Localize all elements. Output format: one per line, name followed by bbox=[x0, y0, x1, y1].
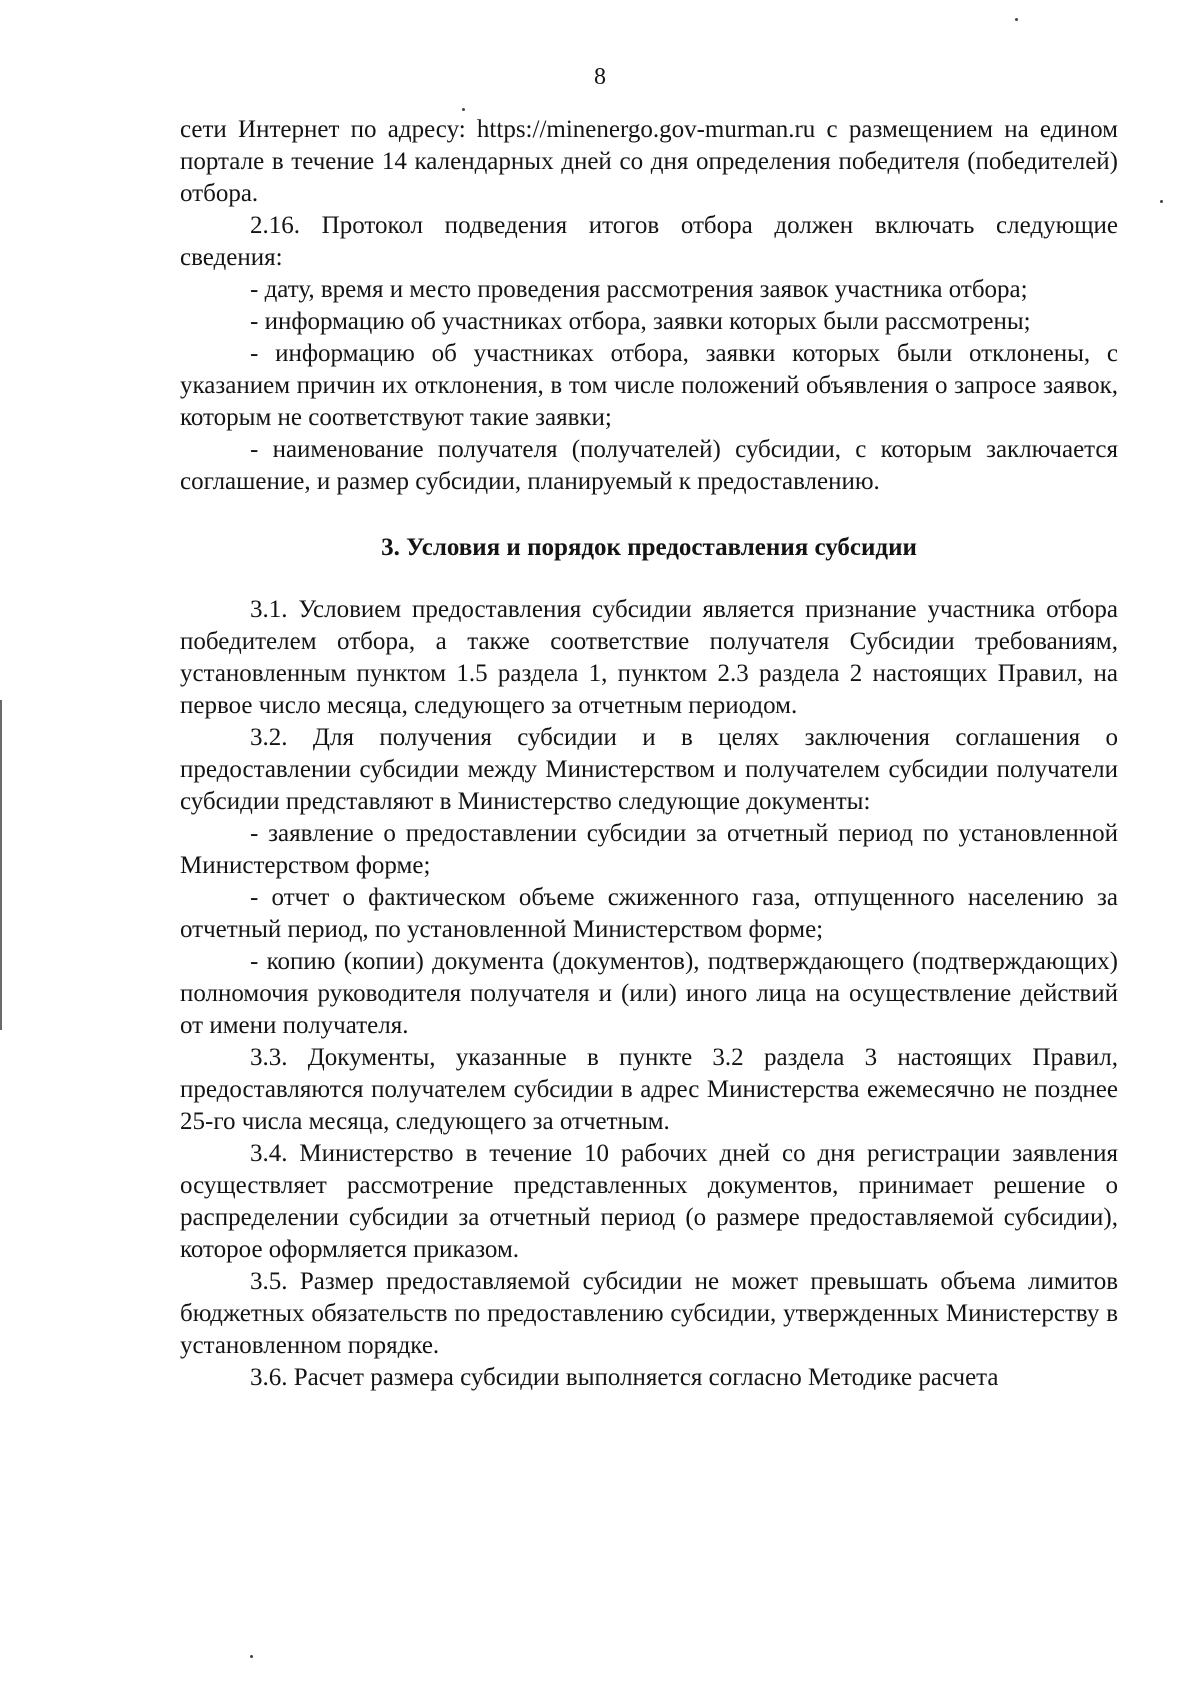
paragraph-3-5: 3.5. Размер предоставляемой субсидии не может превышать объема лимитов бюджетных обязательств по предоставлению субсидии, утвержденных Министерству в установленном порядке. bbox=[180, 1268, 1118, 1359]
list-item: - дату, время и место проведения рассмотрения заявок участника отбора; bbox=[250, 276, 1028, 303]
paragraph-continuation: сети Интернет по адресу: https://minenergo.gov-murman.ru с размещением на едином портале в течение 14 календарных дней со дня определения победителя (победителей) отбора. bbox=[180, 116, 1118, 207]
paragraph-3-6: 3.6. Расчет размера субсидии выполняется согласно Методике расчета bbox=[250, 1364, 999, 1391]
paragraph-3-1: 3.1. Условием предоставления субсидии является признание участника отбора победителем отбора, а также соответствие получателя Субсидии требованиям, установленным пунктом 1.5 раздела 1, пунктом 2.3 раздела 2 настоящих Правил, на первое число месяца, следующего за отчетным периодом. bbox=[180, 596, 1118, 719]
scan-speck bbox=[1160, 200, 1163, 203]
scan-speck bbox=[462, 108, 465, 111]
body-text bbox=[180, 114, 1118, 1394]
list-item: - копию (копии) документа (документов), подтверждающего (подтверждающих) полномочия руководителя получателя и (или) иного лица на осуществление действий от имени получателя. bbox=[180, 948, 1118, 1039]
paragraph-2-16: 2.16. Протокол подведения итогов отбора должен включать следующие сведения: bbox=[180, 212, 1118, 271]
section-heading: 3. Условия и порядок предоставления субсидии bbox=[381, 534, 917, 561]
paragraph-3-3: 3.3. Документы, указанные в пункте 3.2 раздела 3 настоящих Правил, предоставляются получателем субсидии в адрес Министерства ежемесячно не позднее 25-го числа месяца, следующего за отчетным. bbox=[180, 1044, 1118, 1135]
scan-speck bbox=[1015, 18, 1018, 21]
list-item: - информацию об участниках отбора, заявки которых были отклонены, с указанием причин их отклонения, в том числе положений объявления о запросе заявок, которым не соответствуют такие заявки; bbox=[180, 340, 1118, 431]
scan-speck bbox=[250, 1655, 253, 1658]
list-item: - заявление о предоставлении субсидии за отчетный период по установленной Министерством форме; bbox=[180, 820, 1118, 879]
paragraph-3-2: 3.2. Для получения субсидии и в целях заключения соглашения о предоставлении субсидии между Министерством и получателем субсидии получатели субсидии представляют в Министерство следующие документы: bbox=[180, 724, 1118, 815]
list-item: - информацию об участниках отбора, заявки которых были рассмотрены; bbox=[250, 308, 1031, 335]
paragraph-3-4: 3.4. Министерство в течение 10 рабочих дней со дня регистрации заявления осуществляет рассмотрение представленных документов, принимает решение о распределении субсидии за отчетный период (о размере предоставляемой субсидии), которое оформляется приказом. bbox=[180, 1140, 1118, 1263]
page-number: 8 bbox=[594, 64, 606, 90]
scan-edge-artifact bbox=[0, 700, 2, 1030]
list-item: - отчет о фактическом объеме сжиженного газа, отпущенного населению за отчетный период, по установленной Министерством форме; bbox=[180, 884, 1118, 943]
list-item: - наименование получателя (получателей) субсидии, с которым заключается соглашение, и размер субсидии, планируемый к предоставлению. bbox=[180, 436, 1118, 495]
